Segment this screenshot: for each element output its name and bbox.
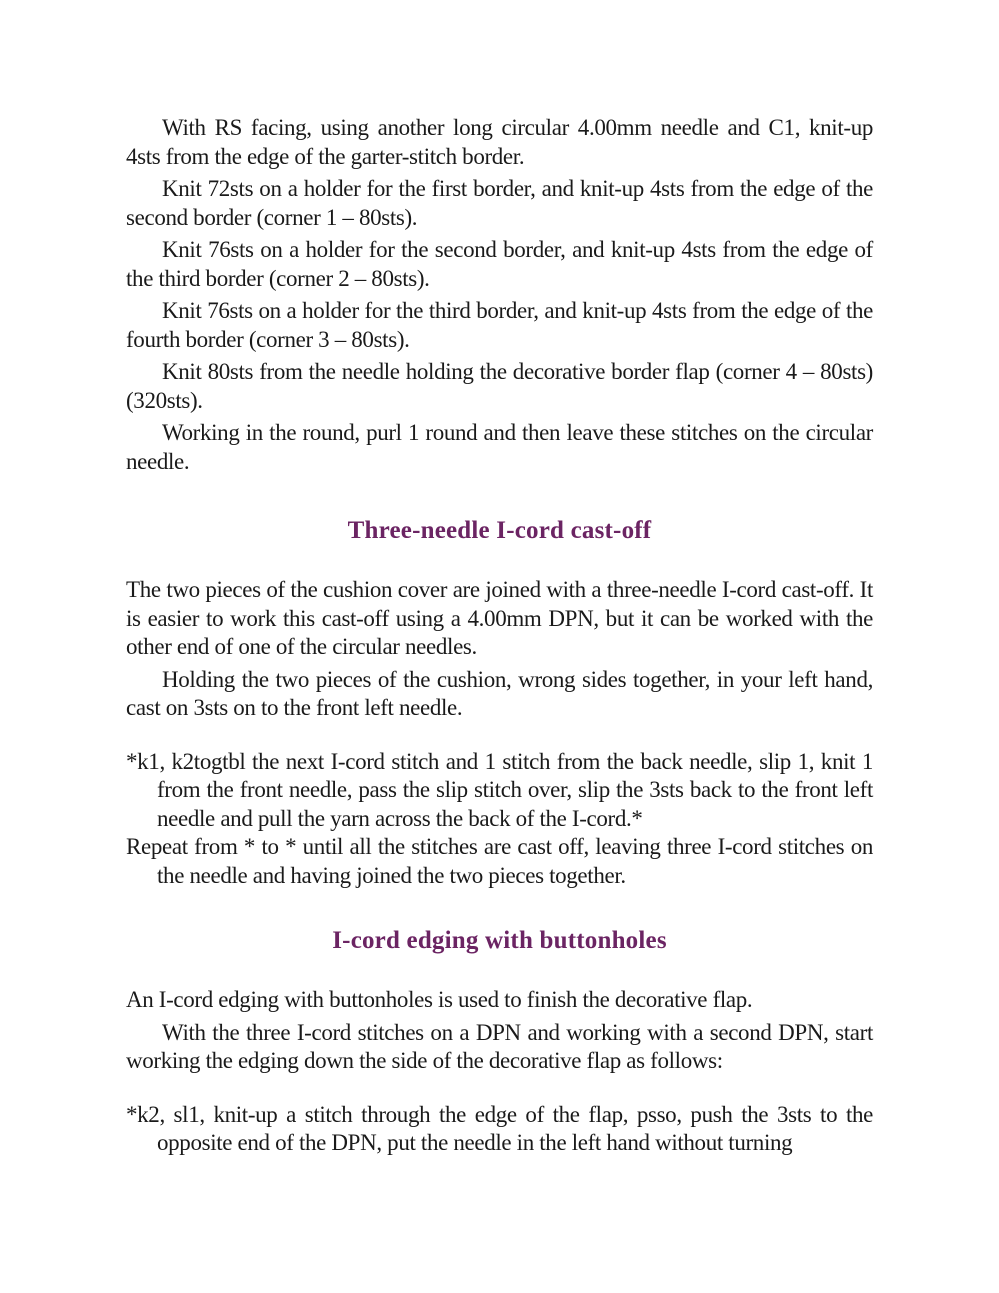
instruction-edging-step: *k2, sl1, knit-up a stitch through the edge of the flap, psso, push the 3sts to the opposite end of the DPN, put the needle in the left hand without turning: [126, 1101, 873, 1155]
paragraph-cast-off-intro: The two pieces of the cushion cover are joined with a three-needle I-cord cast-off. It is easier to work this cast-off using a 4.00mm DPN, but it can be worked with the other end of one of the circular needles.: [126, 577, 873, 659]
paragraph-corner-3: Knit 76sts on a holder for the third border, and knit-up 4sts from the edge of the fourth border (corner 3 – 80sts).: [126, 298, 873, 352]
paragraph-knit-up-first: With RS facing, using another long circular 4.00mm needle and C1, knit-up 4sts from the edge of the garter-stitch border.: [126, 115, 873, 169]
paragraph-edging-intro: An I-cord edging with buttonholes is used to finish the decorative flap.: [126, 987, 753, 1012]
heading-icord-edging: I-cord edging with buttonholes: [332, 927, 667, 954]
paragraph-corner-2: Knit 76sts on a holder for the second border, and knit-up 4sts from the edge of the third border (corner 2 – 80sts).: [126, 237, 873, 291]
instruction-cast-off-repeat: Repeat from * to * until all the stitches are cast off, leaving three I-cord stitches on the needle and having joined the two pieces together.: [126, 834, 873, 888]
paragraph-purl-round: Working in the round, purl 1 round and then leave these stitches on the circular needle.: [126, 420, 873, 474]
instruction-cast-off-step: *k1, k2togtbl the next I-cord stitch and 1 stitch from the back needle, slip 1, knit 1 from the front needle, pass the slip stitch over, slip the 3sts back to the front left needle and pull the yarn across the back of the I-cord.*: [126, 748, 873, 831]
paragraph-edging-start: With the three I-cord stitches on a DPN and working with a second DPN, start working the edging down the side of the decorative flap as follows:: [126, 1019, 873, 1073]
page-content: [126, 114, 873, 1158]
paragraph-corner-1: Knit 72sts on a holder for the first border, and knit-up 4sts from the edge of the second border (corner 1 – 80sts).: [126, 176, 873, 230]
paragraph-corner-4: Knit 80sts from the needle holding the decorative border flap (corner 4 – 80sts) (320sts).: [126, 359, 873, 413]
heading-three-needle-cast-off: Three-needle I-cord cast-off: [347, 517, 652, 544]
paragraph-cast-on: Holding the two pieces of the cushion, wrong sides together, in your left hand, cast on 3sts on to the front left needle.: [126, 666, 873, 720]
